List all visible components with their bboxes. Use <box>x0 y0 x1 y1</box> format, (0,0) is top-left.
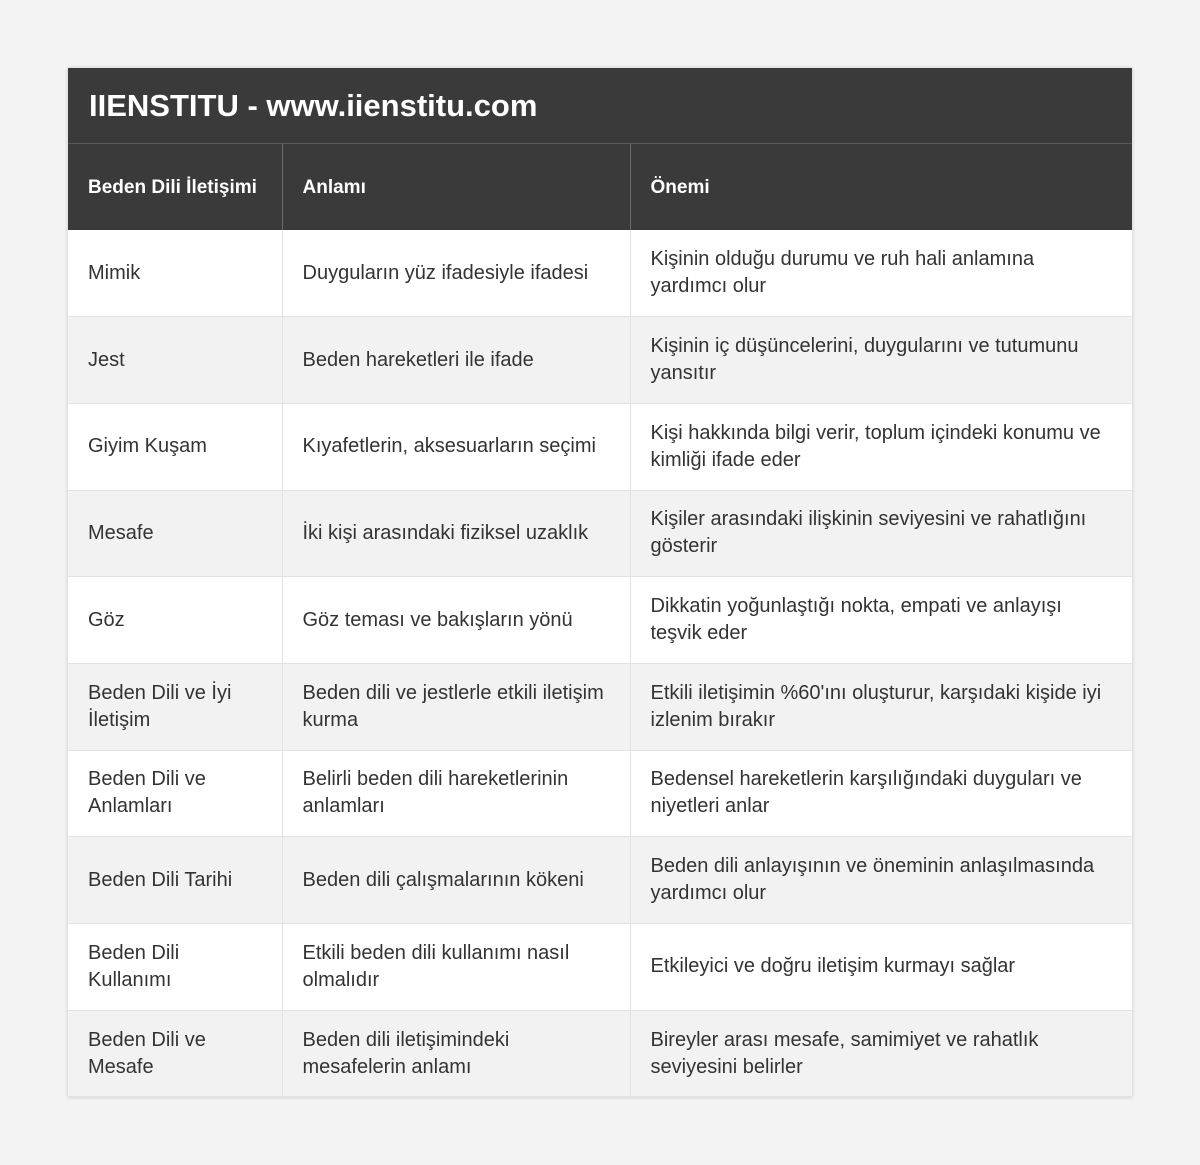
cell-meaning: Beden hareketleri ile ifade <box>282 317 630 404</box>
cell-meaning: Duyguların yüz ifadesiyle ifadesi <box>282 230 630 317</box>
header-importance: Önemi <box>630 144 1132 230</box>
table-row <box>68 1010 1132 1097</box>
cell-importance: Bireyler arası mesafe, samimiyet ve rahatlık seviyesini belirler <box>630 1010 1132 1097</box>
table-row <box>68 490 1132 577</box>
cell-importance: Bedensel hareketlerin karşılığındaki duyguları ve niyetleri anlar <box>630 750 1132 837</box>
cell-body-language: Mimik <box>68 230 282 317</box>
cell-importance: Beden dili anlayışının ve öneminin anlaşılmasında yardımcı olur <box>630 837 1132 924</box>
cell-meaning: Etkili beden dili kullanımı nasıl olmalıdır <box>282 924 630 1011</box>
table-row <box>68 837 1132 924</box>
cell-meaning: Belirli beden dili hareketlerinin anlamları <box>282 750 630 837</box>
table-row <box>68 403 1132 490</box>
table-card <box>68 68 1132 1097</box>
cell-meaning: Göz teması ve bakışların yönü <box>282 577 630 664</box>
table-row <box>68 317 1132 404</box>
cell-body-language: Beden Dili ve İyi İletişim <box>68 663 282 750</box>
cell-meaning: Beden dili çalışmalarının kökeni <box>282 837 630 924</box>
cell-body-language: Beden Dili Tarihi <box>68 837 282 924</box>
cell-importance: Kişinin iç düşüncelerini, duygularını ve tutumunu yansıtır <box>630 317 1132 404</box>
cell-meaning: Beden dili ve jestlerle etkili iletişim kurma <box>282 663 630 750</box>
cell-meaning: İki kişi arasındaki fiziksel uzaklık <box>282 490 630 577</box>
cell-body-language: Göz <box>68 577 282 664</box>
cell-importance: Etkili iletişimin %60'ını oluşturur, karşıdaki kişide iyi izlenim bırakır <box>630 663 1132 750</box>
header-body-language: Beden Dili İletişimi <box>68 144 282 230</box>
table-row <box>68 750 1132 837</box>
table-row <box>68 924 1132 1011</box>
cell-meaning: Kıyafetlerin, aksesuarların seçimi <box>282 403 630 490</box>
cell-importance: Dikkatin yoğunlaştığı nokta, empati ve anlayışı teşvik eder <box>630 577 1132 664</box>
cell-meaning: Beden dili iletişimindeki mesafelerin anlamı <box>282 1010 630 1097</box>
cell-importance: Kişiler arasındaki ilişkinin seviyesini ve rahatlığını gösterir <box>630 490 1132 577</box>
cell-body-language: Jest <box>68 317 282 404</box>
table-row <box>68 577 1132 664</box>
header-meaning: Anlamı <box>282 144 630 230</box>
cell-body-language: Mesafe <box>68 490 282 577</box>
cell-body-language: Beden Dili Kullanımı <box>68 924 282 1011</box>
cell-importance: Kişinin olduğu durumu ve ruh hali anlamına yardımcı olur <box>630 230 1132 317</box>
cell-body-language: Beden Dili ve Anlamları <box>68 750 282 837</box>
cell-importance: Kişi hakkında bilgi verir, toplum içindeki konumu ve kimliği ifade eder <box>630 403 1132 490</box>
cell-body-language: Beden Dili ve Mesafe <box>68 1010 282 1097</box>
table-header-row <box>68 144 1132 230</box>
cell-body-language: Giyim Kuşam <box>68 403 282 490</box>
table-row <box>68 663 1132 750</box>
cell-importance: Etkileyici ve doğru iletişim kurmayı sağlar <box>630 924 1132 1011</box>
table-row <box>68 230 1132 317</box>
table-title: IIENSTITU - www.iienstitu.com <box>68 68 1132 144</box>
body-language-table <box>68 144 1132 1097</box>
